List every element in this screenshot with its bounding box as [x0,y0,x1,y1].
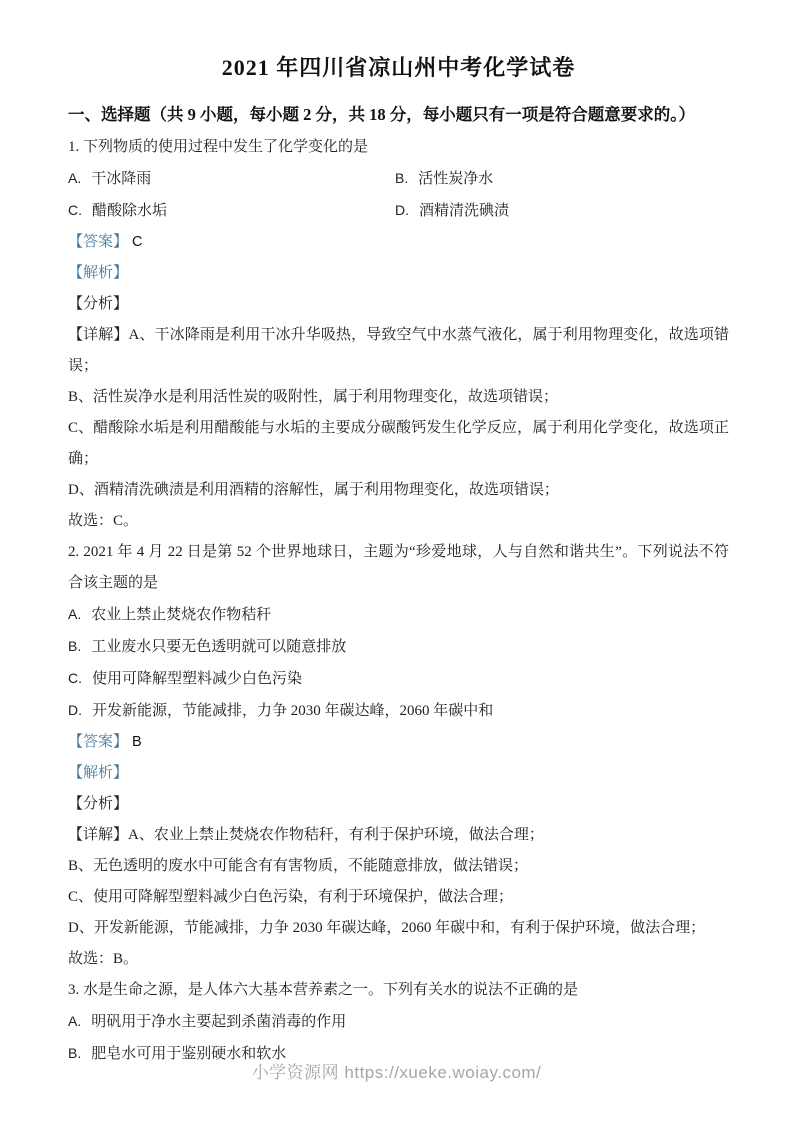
question-1-fenxi-line [68,289,729,320]
question-2-detail-c: C、使用可降解型塑料减少白色污染，有利于环境保护，做法合理； [68,889,514,905]
question-1-option-row-2 [68,195,729,227]
question-2-detail-d: D、开发新能源，节能减排，力争 2030 年碳达峰，2060 年碳中和，有利于保护环境，做法合理； [68,920,706,936]
option-text: 农业上禁止焚烧农作物秸秆 [91,607,272,623]
option-text: 活性炭净水 [418,171,494,187]
question-1-detail-a: 【详解】A、干冰降雨是利用干冰升华吸热，导致空气中水蒸气液化，属于利用物理变化，故选项错误； [68,327,729,374]
page-title: 2021 年四川省凉山州中考化学试卷 [221,55,576,80]
question-2-option-a [68,599,729,631]
answer-marker: 【答案】 [68,234,129,250]
question-1-conclusion: 故选：C。 [68,513,139,529]
option-label: C. [68,202,82,218]
question-1-answer-line [68,227,729,258]
option-label: D. [395,202,409,218]
jiexi-marker: 【解析】 [68,765,129,781]
option-text: 明矾用于净水主要起到杀菌消毒的作用 [91,1014,347,1030]
question-1-jiexi-line [68,258,729,289]
question-2-stem: 2. 2021 年 4 月 22 日是第 52 个世界地球日，主题为“珍爱地球，人与自然和谐共生”。下列说法不符合该主题的是 [68,544,729,591]
option-text: 干冰降雨 [91,171,152,187]
question-3-stem: 3. 水是生命之源，是人体六大基本营养素之一。下列有关水的说法不正确的是 [68,982,579,998]
answer-marker: 【答案】 [68,734,129,750]
question-3-option-a [68,1006,729,1038]
question-2-option-b [68,631,729,663]
option-label: B. [68,1045,82,1061]
option-label: B. [68,638,82,654]
question-2-conclusion: 故选：B。 [68,951,139,967]
answer-value: C [132,234,143,250]
jiexi-marker: 【解析】 [68,265,129,281]
option-label: A. [68,606,82,622]
option-d [395,195,729,227]
option-text: 工业废水只要无色透明就可以随意排放 [91,639,347,655]
question-1-detail-c: C、醋酸除水垢是利用醋酸能与水垢的主要成分碳酸钙发生化学反应，属于利用化学变化，故选项正确； [68,420,729,467]
question-2-fenxi-line [68,789,729,820]
option-text: 肥皂水可用于鉴别硬水和软水 [91,1046,287,1062]
option-label: C. [68,670,82,686]
footer-watermark: 小学资源网 https://xueke.woiay.com/ [251,1063,542,1082]
section-heading: 一、选择题（共 9 小题，每小题 2 分，共 18 分，每小题只有一项是符合题意要求的。） [68,105,695,124]
option-label: B. [395,170,409,186]
question-2-detail-b: B、无色透明的废水中可能含有有害物质，不能随意排放，做法错误； [68,858,529,874]
option-b [395,163,729,195]
question-1-detail-b: B、活性炭净水是利用活性炭的吸附性，属于利用物理变化，故选项错误； [68,389,559,405]
fenxi-marker: 【分析】 [68,296,129,312]
question-2-option-d [68,695,729,727]
question-2-jiexi-line [68,758,729,789]
option-label: A. [68,1013,82,1029]
question-1-option-row-1 [68,163,729,195]
question-2-detail-a: 【详解】A、农业上禁止焚烧农作物秸秆，有利于保护环境，做法合理； [68,827,544,843]
question-2-answer-line [68,727,729,758]
answer-value: B [132,734,142,750]
option-a [68,163,395,195]
question-1-stem: 1. 下列物质的使用过程中发生了化学变化的是 [68,139,369,155]
option-c [68,195,395,227]
option-text: 酒精清洗碘渍 [419,203,510,219]
option-label: D. [68,702,82,718]
option-text: 开发新能源，节能减排，力争 2030 年碳达峰，2060 年碳中和 [92,703,494,719]
question-1-detail-d: D、酒精清洗碘渍是利用酒精的溶解性，属于利用物理变化，故选项错误； [68,482,559,498]
fenxi-marker: 【分析】 [68,796,129,812]
option-text: 醋酸除水垢 [92,203,168,219]
option-text: 使用可降解型塑料减少白色污染 [92,671,303,687]
question-2-option-c [68,663,729,695]
option-label: A. [68,170,82,186]
